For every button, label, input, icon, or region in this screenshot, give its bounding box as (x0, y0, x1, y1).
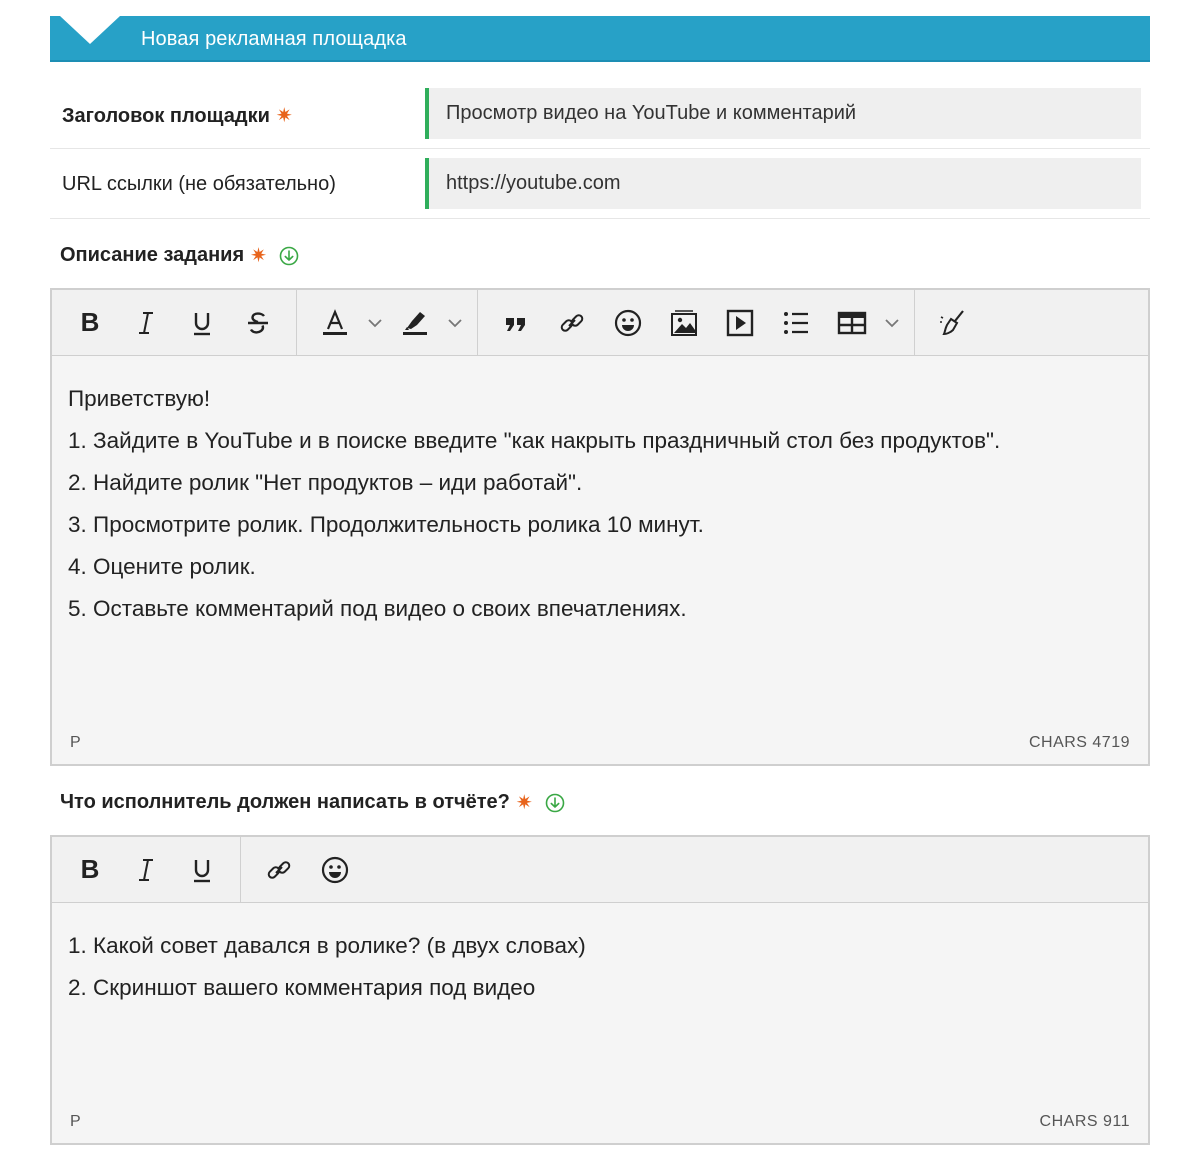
table-icon[interactable] (829, 300, 875, 346)
italic-icon[interactable] (123, 300, 169, 346)
report-editor (50, 835, 1150, 1145)
chevron-down-icon[interactable] (363, 300, 387, 346)
chevron-down-icon[interactable] (880, 300, 904, 346)
link-icon[interactable] (549, 300, 595, 346)
bold-icon[interactable] (67, 847, 113, 893)
highlight-icon[interactable] (392, 300, 438, 346)
editor-toolbar (52, 290, 1148, 356)
quote-icon[interactable] (493, 300, 539, 346)
italic-icon[interactable] (123, 847, 169, 893)
description-line: 2. Найдите ролик "Нет продуктов – иди работай". (68, 470, 583, 495)
description-line: 4. Оцените ролик. (68, 554, 256, 579)
bold-icon[interactable] (67, 300, 113, 346)
url-input[interactable] (425, 158, 1141, 209)
element-path[interactable]: P (70, 734, 81, 751)
editor-statusbar (52, 724, 1148, 764)
form-row-title (50, 79, 1150, 149)
form-row-url (50, 149, 1150, 219)
report-line: 1. Какой совет давался в ролике? (в двух словах) (68, 933, 586, 958)
title-field-label: Заголовок площадки ✷ (62, 105, 293, 127)
description-line: Приветствую! (68, 386, 211, 411)
list-icon[interactable] (773, 300, 819, 346)
download-circle-icon[interactable] (279, 246, 299, 266)
report-heading: Что исполнитель должен написать в отчёте? ✷ (60, 790, 565, 815)
emoji-icon[interactable] (312, 847, 358, 893)
title-input[interactable] (425, 88, 1141, 139)
image-icon[interactable] (661, 300, 707, 346)
download-circle-icon[interactable] (545, 793, 565, 813)
report-text-area[interactable] (52, 903, 1148, 1009)
char-count: CHARS 911 (1039, 1113, 1130, 1130)
underline-icon[interactable] (179, 847, 225, 893)
report-line: 2. Скриншот вашего комментария под видео (68, 975, 536, 1000)
description-line: 3. Просмотрите ролик. Продолжительность ролика 10 минут. (68, 512, 704, 537)
editor-toolbar (52, 837, 1148, 903)
section-header-title: Новая рекламная площадка (141, 28, 407, 50)
link-icon[interactable] (256, 847, 302, 893)
url-field-label: URL ссылки (не обязательно) (62, 173, 336, 195)
required-star-icon: ✷ (515, 792, 533, 814)
svg-text:B: B (80, 309, 100, 336)
text-color-icon[interactable] (312, 300, 358, 346)
description-line: 5. Оставьте комментарий под видео о своих впечатлениях. (68, 596, 687, 621)
description-editor (50, 288, 1150, 766)
char-count: CHARS 4719 (1028, 734, 1130, 751)
chevron-down-icon[interactable] (443, 300, 467, 346)
description-heading: Описание задания ✷ (60, 243, 299, 268)
description-line: 1. Зайдите в YouTube и в поиске введите "как накрыть праздничный стол без продуктов". (68, 428, 1001, 453)
required-star-icon: ✷ (275, 105, 293, 127)
element-path[interactable]: P (70, 1113, 81, 1130)
collapse-chevron-icon[interactable] (60, 16, 120, 44)
underline-icon[interactable] (179, 300, 225, 346)
clear-format-icon[interactable] (930, 300, 976, 346)
strikethrough-icon[interactable] (235, 300, 281, 346)
editor-statusbar (52, 1103, 1148, 1143)
description-text-area[interactable] (52, 356, 1148, 630)
required-star-icon: ✷ (250, 245, 267, 267)
svg-text:B: B (80, 856, 100, 883)
section-header-banner (50, 16, 1150, 62)
emoji-icon[interactable] (605, 300, 651, 346)
video-icon[interactable] (717, 300, 763, 346)
